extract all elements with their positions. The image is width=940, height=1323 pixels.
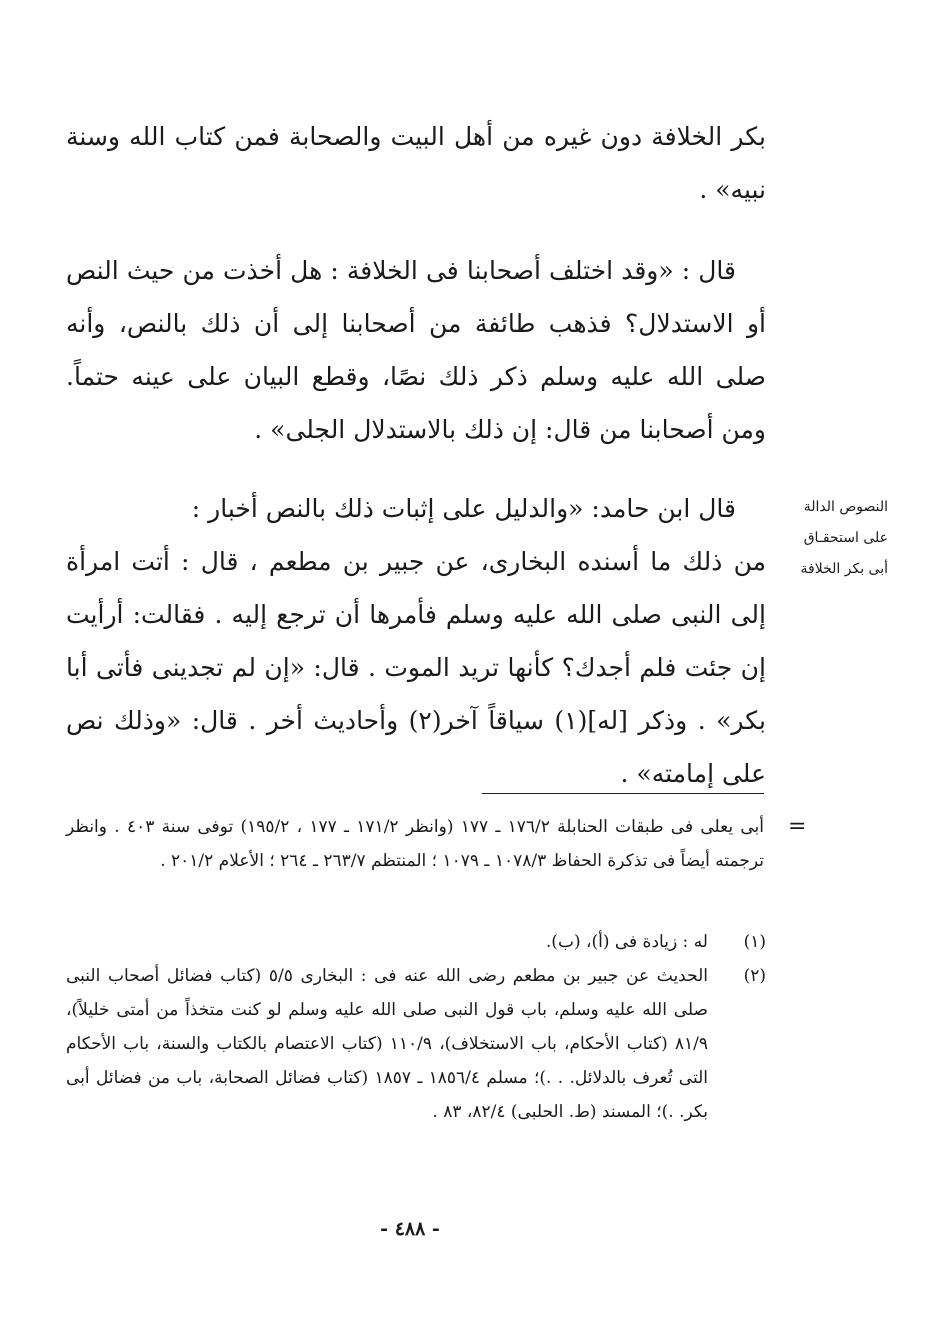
paragraph-2: [66, 244, 766, 456]
paragraph-1-text: بكر الخلافة دون غيره من أهل البيت والصحابة فمن كتاب الله وسنة نبيه» .: [66, 122, 766, 204]
paragraph-3-text: من ذلك ما أسنده البخارى، عن جبير بن مطعم ، قال : أتت امرأة إلى النبى صلى الله عليه وسلم فأمرها أن ترجع إليه . فقالت: أرأيت إن جئت فلم أجدك؟ كأنها تريد الموت . قال: «إن لم تجدينى فأتى أبا بكر» . وذكر [له](١) سياقاً آخر(٢) وأحاديث أخر . قال: «وذلك نص على إمامته» .: [66, 547, 766, 788]
footnote-separator: [482, 793, 764, 794]
paragraph-1: [66, 110, 766, 216]
footnote-number: (٢): [743, 966, 766, 986]
margin-note-line-2: على استحقـاق: [803, 530, 888, 546]
footnote-number: (١): [743, 932, 766, 952]
continuation-mark: =: [788, 814, 807, 839]
margin-note-line-1: النصوص الدالة: [803, 499, 888, 515]
margin-note: [778, 492, 888, 585]
footnote-text: له : زيادة فى (أ)، (ب).: [545, 932, 708, 952]
footnote-continuation-text: أبى يعلى فى طبقات الحنابلة ١٧٦/٢ ـ ١٧٧ (وانظر ١٧١/٢ ـ ١٧٧ ، ١٩٥/٢) توفى سنة ٤٠٣ . وانظر ترجمته أيضاً فى تذكرة الحفاظ ١٠٧٨/٣ ـ ١٠٧٩ ؛ المنتظم ٢٦٣/٧ ـ ٢٦٤ ؛ الأعلام ٢٠١/٢ .: [66, 817, 764, 871]
paragraph-3: [66, 482, 766, 800]
footnote-text: الحديث عن جبير بن مطعم رضى الله عنه فى : البخارى ٥/٥ (كتاب فضائل أصحاب النبى صلى الله عليه وسلم، باب قول النبى صلى الله عليه وسلم لو كنت متخذاً من أمتى خليلاً)، ٨١/٩ (كتاب الأحكام، باب الاستخلاف)، ١١٠/٩ (كتاب الاعتصام بالكتاب والسنة، باب الأحكام التى تُعرف بالدلائل. . .)؛ مسلم ١٨٥٦/٤ ـ ١٨٥٧ (كتاب فضائل الصحابة، باب من فضائل أبى بكر. .)؛ المسند (ط. الحلبى) ٨٢/٤، ٨٣ .: [66, 966, 708, 1122]
paragraph-3-heading-line: قال ابن حامد: «والدليل على إثبات ذلك بالنص أخبار :: [191, 494, 736, 523]
margin-note-line-3: أبى بكر الخلافة: [800, 561, 888, 577]
footnote-list: [66, 925, 766, 1129]
footnote-item: [66, 959, 766, 1129]
page-number: - ٤٨٨ -: [380, 1218, 440, 1240]
footnote-continuation: [66, 810, 764, 878]
footnote-item: [66, 925, 766, 959]
paragraph-2-text: قال : «وقد اختلف أصحابنا فى الخلافة : هل أخذت من حيث النص أو الاستدلال؟ فذهب طائفة من أصحابنا إلى أن ذلك بالنص، وأنه صلى الله عليه وسلم ذكر ذلك نصًا، وقطع البيان على عينه حتماً. ومن أصحابنا من قال: إن ذلك بالاستدلال الجلى» .: [66, 256, 766, 444]
